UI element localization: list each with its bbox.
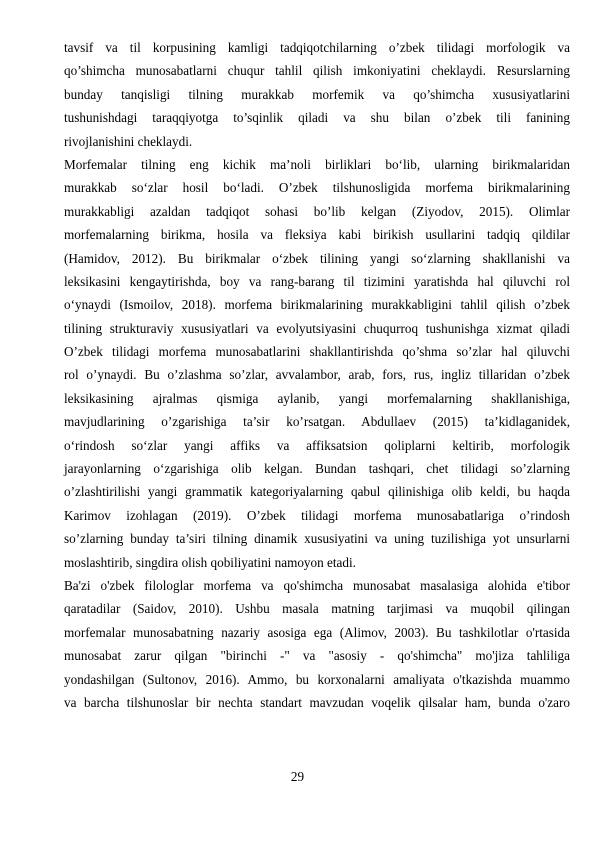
text-line: va barcha tilshunoslar bir nechta standart mavzudan voqelik qilsalar ham, bunda o'zaro bbox=[64, 694, 570, 710]
text-line: Karimov izohlagan (2019). O’zbek tilidagi morfema munosabatlariga o’rindosh bbox=[64, 507, 570, 523]
text-line: munosabat zarur qilgan "birinchi -" va "asosiy - qo'shimcha" mo'jiza tahliliga bbox=[64, 648, 570, 664]
text-line: moslashtirib, singdira olish qobiliyatini namoyon etadi. bbox=[64, 554, 356, 570]
text-line: (Hamidov, 2012). Bu birikmalar o‘zbek tilining yangi so‘zlarning shakllanishi va bbox=[64, 250, 570, 266]
text-line: so’zlarning bunday ta’siri tilning dinamik xususiyatini va uning tuzilishiga yot unsurlarni bbox=[64, 531, 570, 547]
text-line: morfemalar munosabatning nazariy asosiga ega (Alimov, 2003). Bu tashkilotlar o'rtasida bbox=[64, 624, 570, 640]
text-line: murakkab so‘zlar hosil bo‘ladi. O’zbek tilshunosligida morfema birikmalarining bbox=[64, 180, 570, 196]
text-line: o’zlashtirilishi yangi grammatik kategoriyalarning qabul qilinishiga olib keldi, bu haqda bbox=[64, 484, 570, 500]
text-line: qaratadilar (Saidov, 2010). Ushbu masala matning tarjimasi va muqobil qilingan bbox=[64, 601, 570, 617]
text-line: rol o’ynaydi. Bu o’zlashma so’zlar, avvalambor, arab, fors, rus, ingliz tillaridan o’zbek bbox=[64, 367, 570, 383]
text-line: morfemalarning birikma, hosila va fleksiya kabi birikish usullarini tadqiq qildilar bbox=[64, 227, 570, 243]
text-line: yondashilgan (Sultonov, 2016). Ammo, bu korxonalarni amaliyata o'tkazishda muammo bbox=[64, 671, 570, 687]
document-body bbox=[64, 36, 570, 714]
text-line: murakkabligi azaldan tadqiqot sohasi bo’lib kelgan (Ziyodov, 2015). Olimlar bbox=[64, 203, 570, 219]
text-line: o‘ynaydi (Ismoilov, 2018). morfema birikmalarining murakkabligini tahlil qilish o’zbek bbox=[64, 297, 570, 313]
text-line: rivojlanishini cheklaydi. bbox=[64, 133, 193, 149]
text-line: o‘rindosh so‘zlar yangi affiks va affiksatsion qoliplarni keltirib, morfologik bbox=[64, 437, 570, 453]
text-line: tilining strukturaviy xususiyatlari va evolyutsiyasini chuqurroq tushunishga xizmat qiladi bbox=[64, 320, 570, 336]
text-line: O’zbek tilidagi morfema munosabatlarini shakllantirishda qo’shma so’zlar hal qiluvchi bbox=[64, 344, 570, 360]
text-line: tushunishdagi taraqqiyotga to’sqinlik qiladi va shu bilan o’zbek tili fanining bbox=[64, 110, 570, 126]
text-line: qo’shimcha munosabatlarni chuqur tahlil qilish imkoniyatini cheklaydi. Resurslarning bbox=[64, 63, 570, 79]
text-line: Ba'zi o'zbek filologlar morfema va qo'shimcha munosabat masalasiga alohida e'tibor bbox=[64, 577, 570, 593]
text-line: leksikasining ajralmas qismiga aylanib, yangi morfemalarning shakllanishiga, bbox=[64, 390, 570, 406]
text-line: Morfemalar tilning eng kichik ma’noli birliklari bo‘lib, ularning birikmalaridan bbox=[64, 156, 570, 172]
text-line: mavjudlarining o’zgarishiga ta’sir ko’rsatgan. Abdullaev (2015) ta’kidlaganidek, bbox=[64, 414, 570, 430]
text-line: leksikasini kengaytirishda, boy va rang-barang til tizimini yaratishda hal qiluvchi rol bbox=[64, 273, 570, 289]
page-number: 29 bbox=[290, 769, 305, 784]
text-line: bunday tanqisligi tilning murakkab morfemik va qo’shimcha xususiyatlarini bbox=[64, 86, 570, 102]
text-line: tavsif va til korpusining kamligi tadqiqotchilarning o’zbek tilidagi morfologik va bbox=[64, 40, 570, 55]
text-line: jarayonlarning o‘zgarishiga olib kelgan. Bundan tashqari, chet tilidagi so’zlarning bbox=[64, 461, 570, 477]
